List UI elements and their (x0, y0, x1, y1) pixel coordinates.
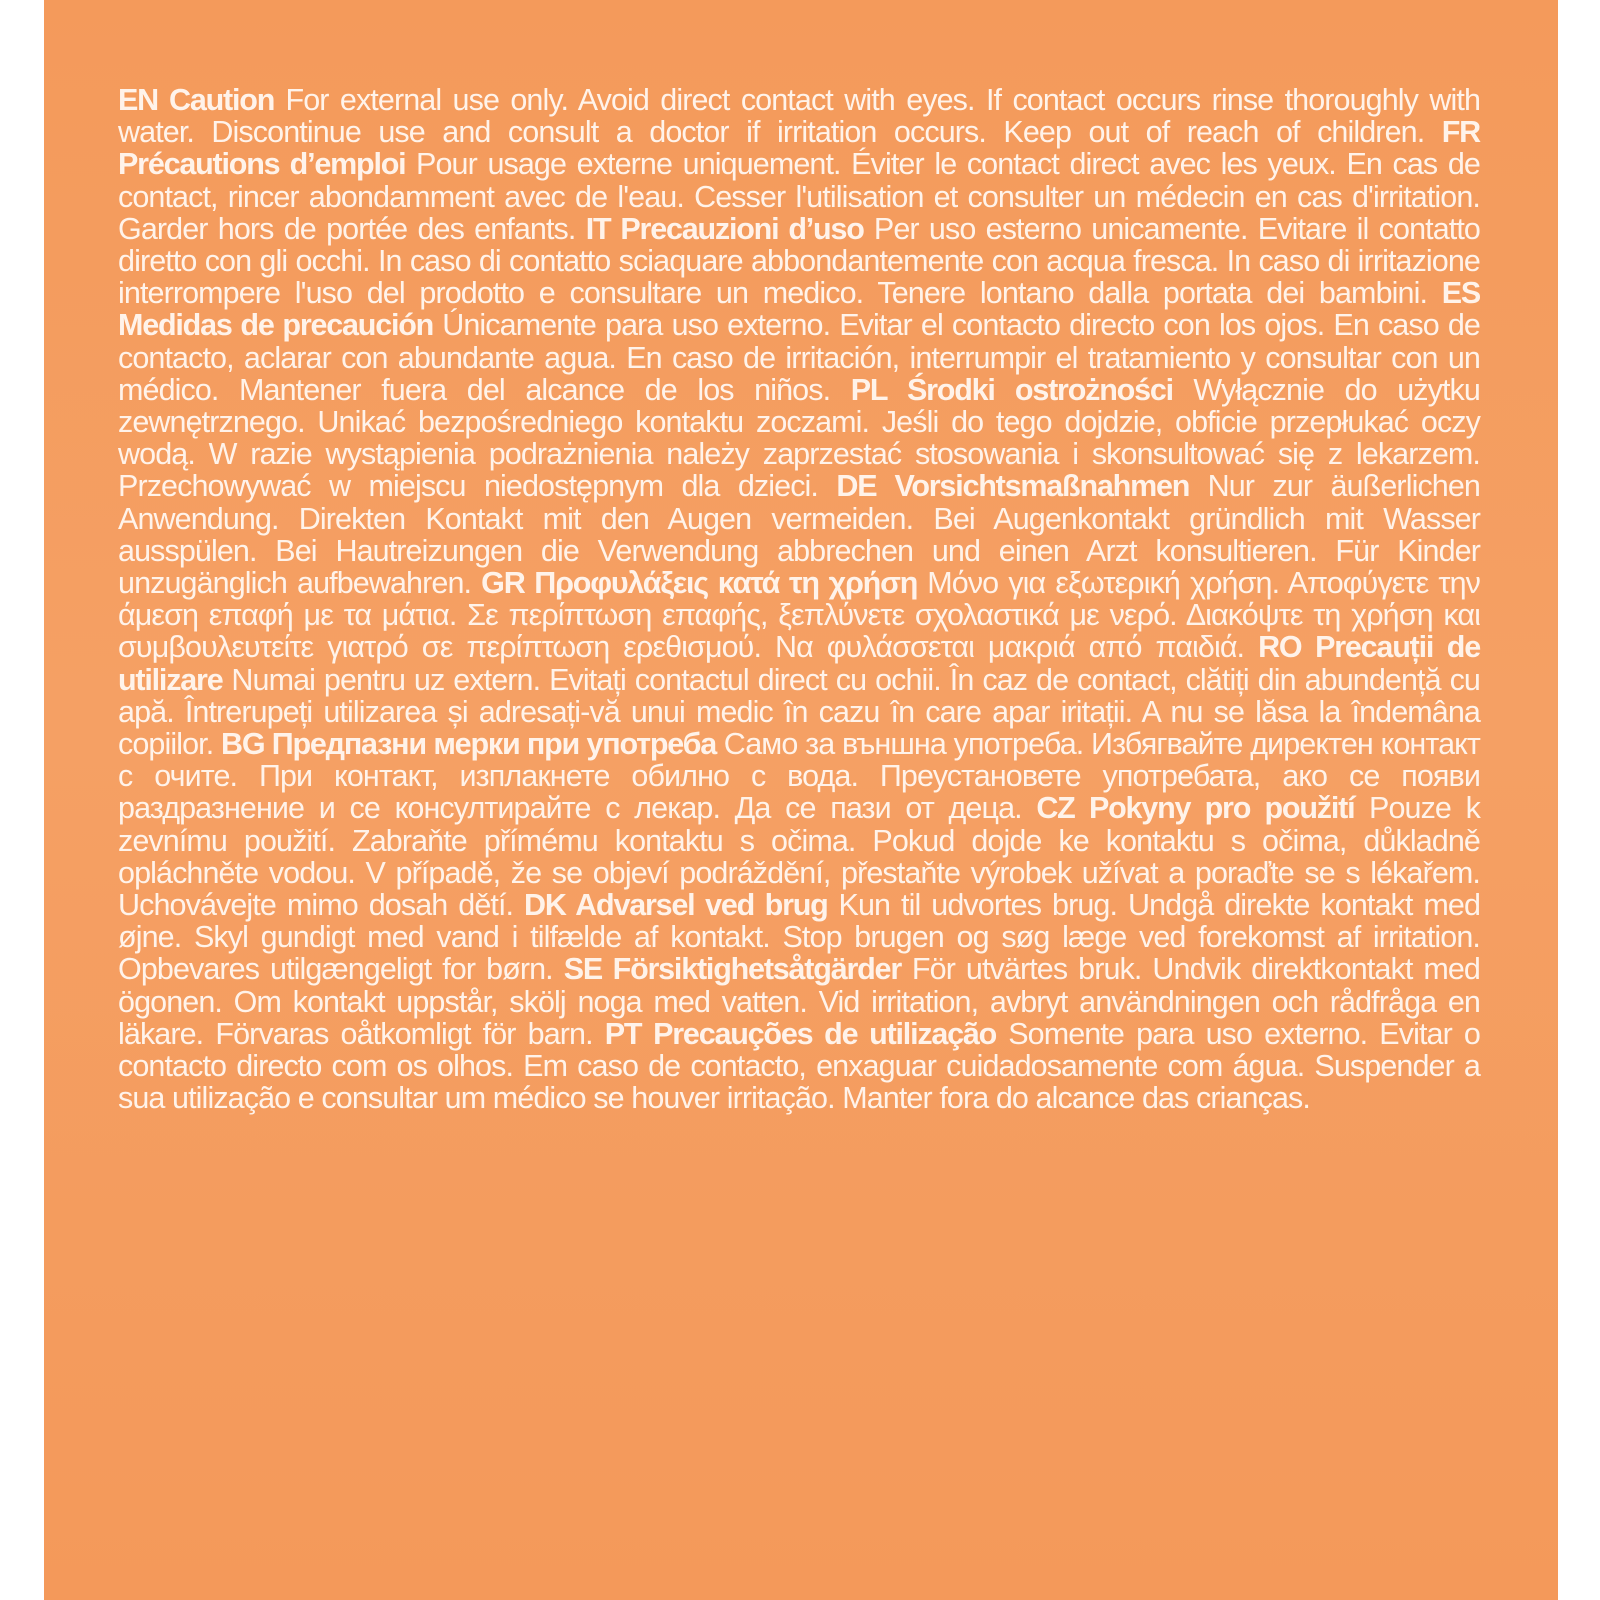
section-heading: ES Medidas de precaución (118, 276, 1480, 343)
section-heading: EN Caution (118, 83, 275, 117)
section-body: Wyłącznie do użytku zewnętrznego. Unikać bezpośredniego kontaktu zoczami. Jeśli do tego dojdzie, obficie przepłukać oczy wodą. W razie wystąpienia podrażnienia należy zaprzestać stosowania i skonsultować się z lekarzem. Przechowywać w miejscu niedostępnym dla dzieci. (118, 372, 1480, 504)
section-body: Nur zur äußerlichen Anwendung. Direkten Kontakt mit den Augen vermeiden. Bei Augenkontakt gründlich mit Wasser ausspülen. Bei Hautreizungen die Verwendung abbrechen und einen Arzt konsultieren. Für Kinder unzugänglich aufbewahren. (118, 469, 1480, 601)
section-body: Únicamente para uso externo. Evitar el contacto directo con los ojos. En caso de contacto, aclarar con abundante agua. En caso de irritación, interrumpir el tratamiento y consultar con un médico. Mantener fuera del alcance de los niños. (118, 308, 1480, 407)
section-heading: PT Precauções de utilização (604, 1016, 997, 1051)
section-body: Само за външна употреба. Избягвайте директен контакт с очите. При контакт, изплакнете обилно с вода. Преустановете употребата, ако се появи раздразнение и се консултирайте с лекар. Да се пази от деца. (118, 727, 1480, 826)
section-heading: GR Προφυλάξεις κατά τη χρήση (481, 566, 918, 601)
right-margin (1558, 0, 1600, 1600)
section-body: Somente para uso externo. Evitar o contacto directo com os olhos. Em caso de contacto, enxaguar cuidadosamente com água. Suspender a sua utilização e consultar um médico se houver irritação. Manter fora do alcance das crianças. (118, 1016, 1480, 1116)
section-body: For external use only. Avoid direct contact with eyes. If contact occurs rinse thoroughly with water. Discontinue use and consult a doctor if irritation occurs. Keep out of reach of children. (118, 83, 1481, 150)
section-body: Per uso esterno unicamente. Evitare il contatto diretto con gli occhi. In caso di contatto sciaquare abbondantemente con acqua fresca. In caso di irritazione interrompere l'uso del prodotto e consultare un medico. Tenere lontano dalla portata dei bambini. (118, 211, 1480, 311)
section-body: Kun til udvortes brug. Undgå direkte kontakt med øjne. Skyl gundigt med vand i tilfælde af kontakt. Stop brugen og søg læge ved forekomst af irritation. Opbevares utilgængeligt for børn. (118, 888, 1481, 987)
section-heading: PL Środki ostrożności (850, 372, 1173, 407)
section-heading: DK Advarsel ved brug (524, 888, 828, 923)
section-heading: SE Försiktighetsåtgärder (563, 952, 901, 987)
section-body: Pouze k zevnímu použití. Zabraňte přímému kontaktu s očima. Pokud dojde ke kontaktu s očima, důkladně opláchněte vodou. V případě, že se objeví podráždění, přestaňte výrobek užívat a poraďte se s lékařem. Uchovávejte mimo dosah dětí. (118, 791, 1480, 923)
section-heading: DE Vorsichtsmaßnahmen (836, 469, 1190, 504)
section-body: För utvärtes bruk. Undvik direktkontakt med ögonen. Om kontakt uppstår, skölj noga med vatten. Vid irritation, avbryt användningen och rådfråga en läkare. Förvaras oåtkomligt för barn. (118, 952, 1480, 1051)
section-heading: BG Предпазни мерки при употреба (221, 727, 717, 762)
section-heading: CZ Pokyny pro použití (1036, 791, 1355, 826)
section-heading: IT Precauzioni d’uso (585, 211, 864, 246)
section-heading: FR Précautions d’emploi (118, 115, 1480, 182)
section-body: Μόνο για εξωτερική χρήση. Αποφύγετε την άμεση επαφή με τα μάτια. Σε περίπτωση επαφής, ξεπλύνετε σχολαστικά με νερό. Διακόψτε τη χρήση και συμβουλευτείτε γιατρό σε περίπτωση ερεθισμού. Να φυλάσσεται μακριά από παιδιά. (118, 566, 1480, 665)
section-heading: RO Precauții de utilizare (118, 630, 1480, 697)
section-body: Pour usage externe uniquement. Éviter le contact direct avec les yeux. En cas de contact, rincer abondamment avec de l'eau. Cesser l'utilisation et consulter un médecin en cas d'irritation. Garder hors de portée des enfants. (118, 147, 1480, 246)
left-margin (0, 0, 44, 1600)
section-body: Numai pentru uz extern. Evitați contactul direct cu ochii. În caz de contact, clătiți din abundență cu apă. Întrerupeți utilizarea și adresați-vă unui medic în cazu în care apar iritații. A nu se lăsa la îndemâna copiilor. (118, 662, 1480, 762)
section-en (118, 83, 1480, 149)
caution-text-block (118, 84, 1480, 1115)
